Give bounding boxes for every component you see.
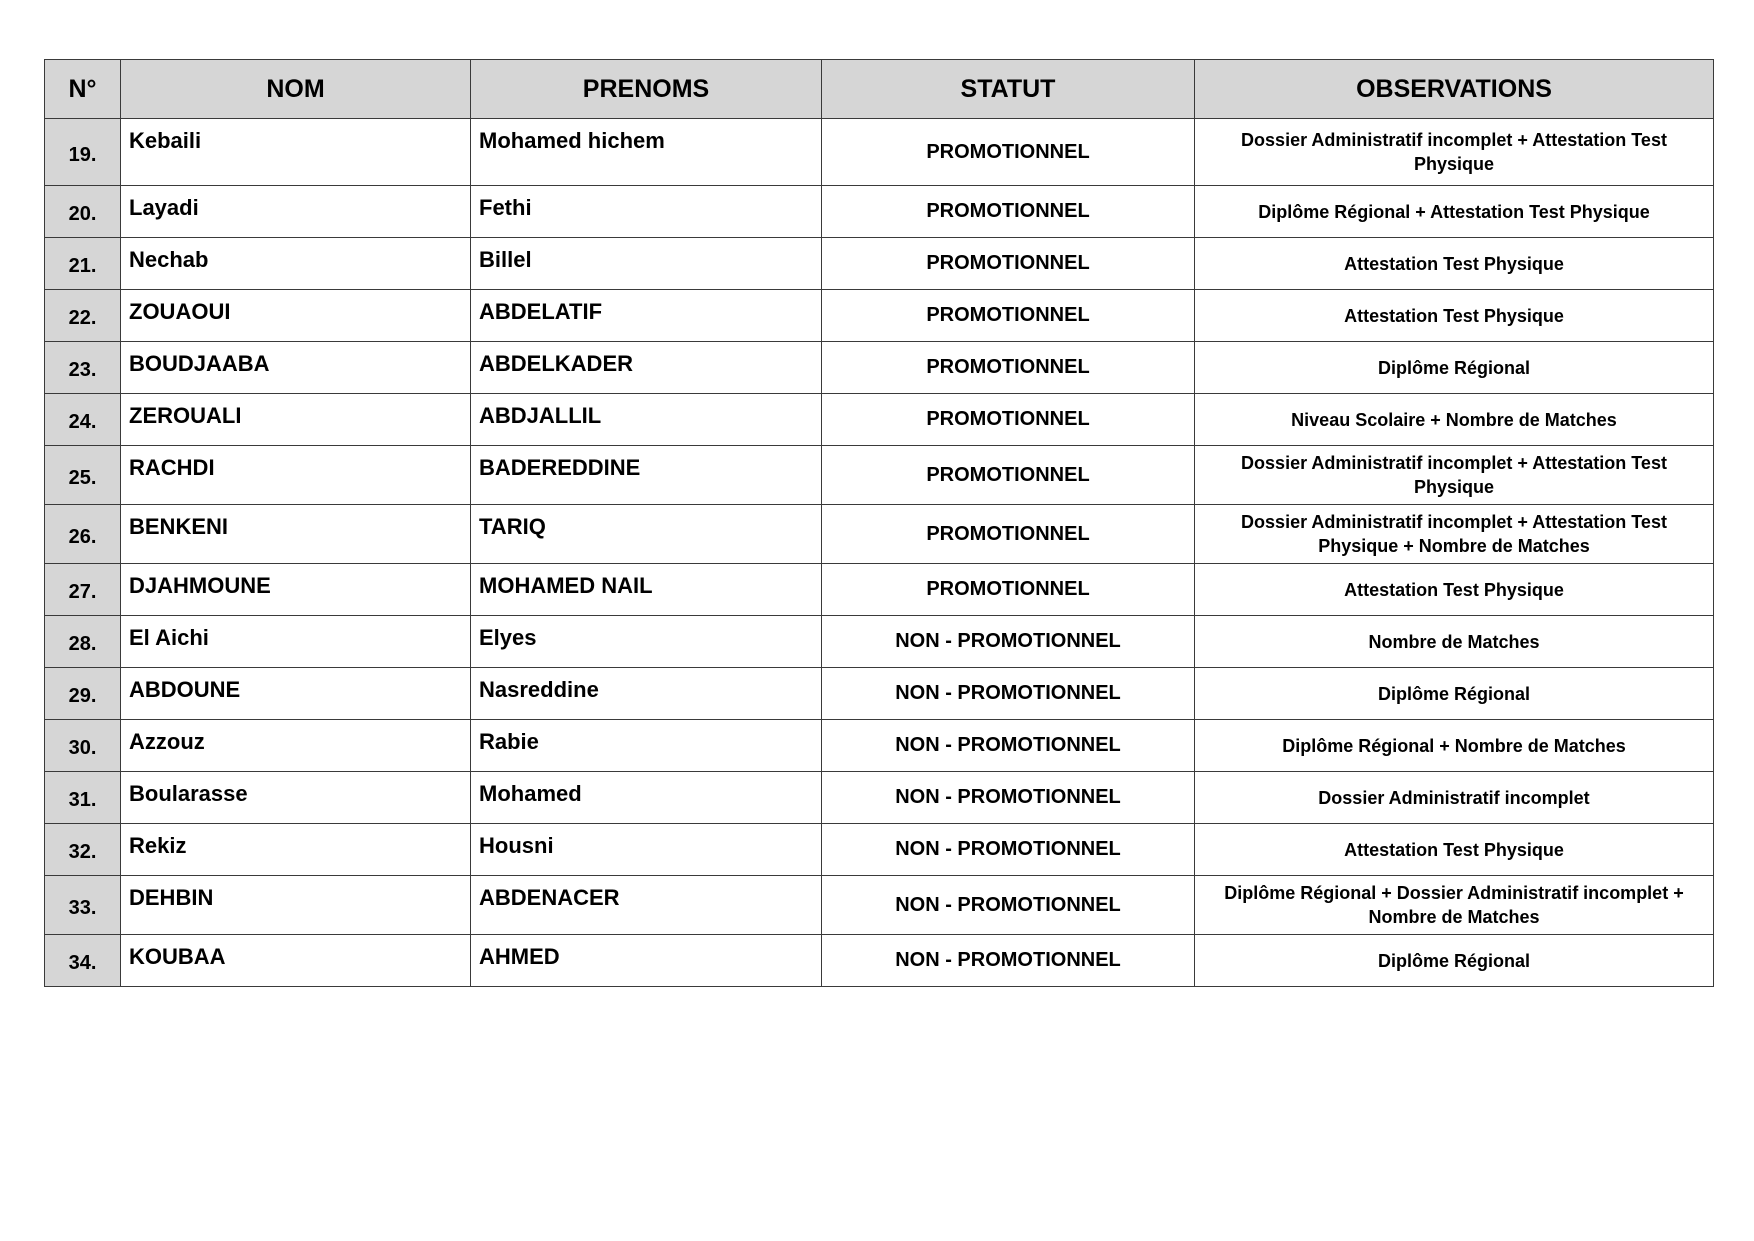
row-nom: Azzouz: [121, 720, 471, 772]
row-number: 32.: [45, 824, 121, 876]
row-observations: Attestation Test Physique: [1195, 238, 1714, 290]
row-nom: DEHBIN: [121, 876, 471, 935]
row-number: 27.: [45, 564, 121, 616]
row-nom: Layadi: [121, 186, 471, 238]
table-row: [45, 772, 1714, 824]
row-prenom: Rabie: [471, 720, 822, 772]
row-observations: Diplôme Régional: [1195, 342, 1714, 394]
row-number: 33.: [45, 876, 121, 935]
row-nom: ZEROUALI: [121, 394, 471, 446]
row-statut: NON - PROMOTIONNEL: [822, 668, 1195, 720]
row-statut: PROMOTIONNEL: [822, 186, 1195, 238]
row-prenom: Fethi: [471, 186, 822, 238]
row-nom: KOUBAA: [121, 935, 471, 987]
table-row: [45, 238, 1714, 290]
header-num: N°: [45, 60, 121, 119]
row-prenom: Mohamed: [471, 772, 822, 824]
row-prenom: BADEREDDINE: [471, 446, 822, 505]
table-row: [45, 616, 1714, 668]
row-number: 25.: [45, 446, 121, 505]
row-prenom: Housni: [471, 824, 822, 876]
row-prenom: ABDENACER: [471, 876, 822, 935]
row-prenom: MOHAMED NAIL: [471, 564, 822, 616]
table-row: [45, 935, 1714, 987]
row-observations: Niveau Scolaire + Nombre de Matches: [1195, 394, 1714, 446]
row-observations: Dossier Administratif incomplet: [1195, 772, 1714, 824]
row-observations: Diplôme Régional + Nombre de Matches: [1195, 720, 1714, 772]
roster-table: [44, 59, 1714, 987]
row-nom: ABDOUNE: [121, 668, 471, 720]
row-observations: Attestation Test Physique: [1195, 290, 1714, 342]
row-statut: PROMOTIONNEL: [822, 394, 1195, 446]
header-nom: NOM: [121, 60, 471, 119]
row-number: 31.: [45, 772, 121, 824]
row-nom: DJAHMOUNE: [121, 564, 471, 616]
row-number: 20.: [45, 186, 121, 238]
row-nom: El Aichi: [121, 616, 471, 668]
row-observations: Diplôme Régional: [1195, 668, 1714, 720]
row-observations: Diplôme Régional + Dossier Administratif incomplet + Nombre de Matches: [1195, 876, 1714, 935]
row-prenom: TARIQ: [471, 505, 822, 564]
row-number: 19.: [45, 119, 121, 186]
row-prenom: Billel: [471, 238, 822, 290]
row-number: 34.: [45, 935, 121, 987]
row-prenom: AHMED: [471, 935, 822, 987]
row-prenom: Elyes: [471, 616, 822, 668]
table-row: [45, 564, 1714, 616]
row-statut: NON - PROMOTIONNEL: [822, 720, 1195, 772]
table-row: [45, 394, 1714, 446]
row-observations: Attestation Test Physique: [1195, 824, 1714, 876]
row-observations: Dossier Administratif incomplet + Attestation Test Physique + Nombre de Matches: [1195, 505, 1714, 564]
row-statut: PROMOTIONNEL: [822, 119, 1195, 186]
header-row: [45, 60, 1714, 119]
row-prenom: Nasreddine: [471, 668, 822, 720]
table-row: [45, 824, 1714, 876]
table-row: [45, 505, 1714, 564]
row-observations: Diplôme Régional: [1195, 935, 1714, 987]
row-statut: PROMOTIONNEL: [822, 505, 1195, 564]
header-statut: STATUT: [822, 60, 1195, 119]
row-number: 23.: [45, 342, 121, 394]
table-row: [45, 119, 1714, 186]
row-observations: Dossier Administratif incomplet + Attestation Test Physique: [1195, 119, 1714, 186]
row-number: 30.: [45, 720, 121, 772]
row-observations: Attestation Test Physique: [1195, 564, 1714, 616]
row-nom: ZOUAOUI: [121, 290, 471, 342]
row-observations: Diplôme Régional + Attestation Test Physique: [1195, 186, 1714, 238]
table-row: [45, 876, 1714, 935]
row-statut: NON - PROMOTIONNEL: [822, 772, 1195, 824]
row-statut: PROMOTIONNEL: [822, 342, 1195, 394]
row-statut: NON - PROMOTIONNEL: [822, 876, 1195, 935]
table-row: [45, 342, 1714, 394]
table-row: [45, 446, 1714, 505]
row-prenom: ABDELKADER: [471, 342, 822, 394]
row-statut: NON - PROMOTIONNEL: [822, 616, 1195, 668]
row-number: 24.: [45, 394, 121, 446]
row-statut: PROMOTIONNEL: [822, 290, 1195, 342]
row-nom: Nechab: [121, 238, 471, 290]
row-statut: NON - PROMOTIONNEL: [822, 824, 1195, 876]
row-prenom: Mohamed hichem: [471, 119, 822, 186]
row-nom: Rekiz: [121, 824, 471, 876]
row-nom: BENKENI: [121, 505, 471, 564]
row-prenom: ABDJALLIL: [471, 394, 822, 446]
table-row: [45, 668, 1714, 720]
row-statut: NON - PROMOTIONNEL: [822, 935, 1195, 987]
row-observations: Nombre de Matches: [1195, 616, 1714, 668]
row-prenom: ABDELATIF: [471, 290, 822, 342]
row-number: 21.: [45, 238, 121, 290]
row-number: 22.: [45, 290, 121, 342]
row-number: 26.: [45, 505, 121, 564]
table-header: [45, 60, 1714, 119]
header-prenoms: PRENOMS: [471, 60, 822, 119]
row-statut: PROMOTIONNEL: [822, 564, 1195, 616]
table-row: [45, 720, 1714, 772]
row-nom: RACHDI: [121, 446, 471, 505]
table-row: [45, 290, 1714, 342]
row-observations: Dossier Administratif incomplet + Attestation Test Physique: [1195, 446, 1714, 505]
table-row: [45, 186, 1714, 238]
header-observations: OBSERVATIONS: [1195, 60, 1714, 119]
row-nom: Boularasse: [121, 772, 471, 824]
row-nom: BOUDJAABA: [121, 342, 471, 394]
row-statut: PROMOTIONNEL: [822, 446, 1195, 505]
row-nom: Kebaili: [121, 119, 471, 186]
row-statut: PROMOTIONNEL: [822, 238, 1195, 290]
row-number: 29.: [45, 668, 121, 720]
table-body: [45, 119, 1714, 987]
row-number: 28.: [45, 616, 121, 668]
